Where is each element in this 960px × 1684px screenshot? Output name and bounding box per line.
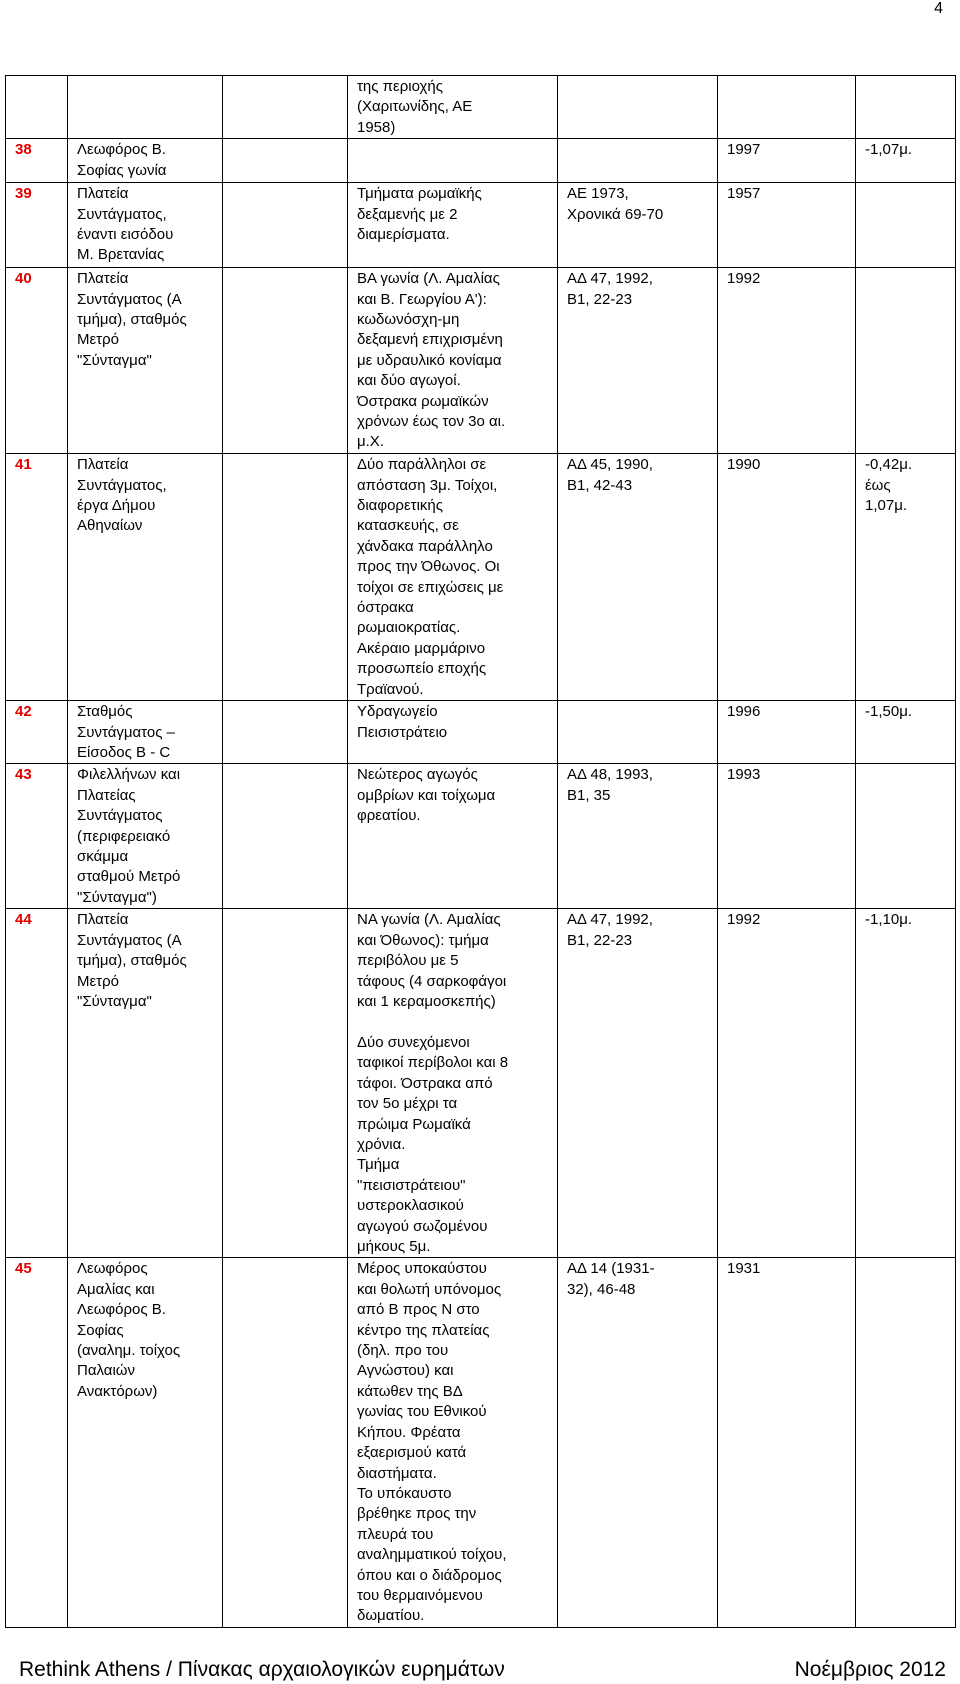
year-cell: 1996 [718, 701, 856, 764]
page-number: 4 [934, 0, 943, 17]
table-row-continuation [6, 76, 956, 139]
table-row [6, 139, 956, 183]
table-row [6, 183, 956, 268]
reference-cell: ΑΔ 47, 1992, Β1, 22-23 [558, 909, 718, 1258]
blank-cell [223, 909, 348, 1258]
reference-cell [558, 139, 718, 183]
reference-cell: ΑΕ 1973, Χρονικά 69-70 [558, 183, 718, 268]
location-cell: Πλατεία Συντάγματος (Α τμήμα), σταθμός Μετρό "Σύνταγμα" [68, 268, 223, 454]
reference-cell: ΑΔ 47, 1992, Β1, 22-23 [558, 268, 718, 454]
depth-cell: -1,50μ. [856, 701, 956, 764]
findings-table [5, 75, 956, 1628]
row-number: 43 [6, 764, 68, 909]
location-cell: Φιλελλήνων και Πλατείας Συντάγματος (περιφερειακό σκάμμα σταθμού Μετρό "Σύνταγμα") [68, 764, 223, 909]
year-cell: 1957 [718, 183, 856, 268]
row-number [6, 76, 68, 139]
table-row [6, 1258, 956, 1628]
table-row [6, 764, 956, 909]
reference-cell [558, 701, 718, 764]
blank-cell [223, 1258, 348, 1628]
description-cell: Νεώτερος αγωγός ομβρίων και τοίχωμα φρεατίου. [348, 764, 558, 909]
description-cell: Τμήματα ρωμαϊκής δεξαμενής με 2 διαμερίσματα. [348, 183, 558, 268]
blank-cell [223, 268, 348, 454]
location-cell: Πλατεία Συντάγματος, έργα Δήμου Αθηναίων [68, 454, 223, 701]
row-number: 41 [6, 454, 68, 701]
year-cell: 1993 [718, 764, 856, 909]
depth-cell [856, 268, 956, 454]
reference-cell [558, 76, 718, 139]
depth-cell [856, 764, 956, 909]
location-cell: Λεωφόρος Αμαλίας και Λεωφόρος Β. Σοφίας (αναλημ. τοίχος Παλαιών Ανακτόρων) [68, 1258, 223, 1628]
depth-cell: -0,42μ. έως 1,07μ. [856, 454, 956, 701]
location-cell: Πλατεία Συντάγματος (Α τμήμα), σταθμός Μετρό "Σύνταγμα" [68, 909, 223, 1258]
blank-cell [223, 183, 348, 268]
footer-title: Rethink Athens / Πίνακας αρχαιολογικών ευρημάτων [19, 1658, 505, 1681]
row-number: 40 [6, 268, 68, 454]
row-number: 38 [6, 139, 68, 183]
depth-cell [856, 183, 956, 268]
year-cell: 1992 [718, 268, 856, 454]
blank-cell [223, 764, 348, 909]
year-cell: 1990 [718, 454, 856, 701]
year-cell: 1931 [718, 1258, 856, 1628]
location-cell [68, 76, 223, 139]
blank-cell [223, 454, 348, 701]
table-row [6, 268, 956, 454]
description-cell: ΝΑ γωνία (Λ. Αμαλίας και Όθωνος): τμήμα περιβόλου με 5 τάφους (4 σαρκοφάγοι και 1 κεραμοσκεπής) Δύο συνεχόμενοι ταφικοί περίβολοι και 8 τάφοι. Όστρακα από τον 5ο μέχρι τα πρώιμα Ρωμαϊκά χρόνια. Τμήμα "πεισιστράτειου" υστεροκλασικού αγωγού σωζομένου μήκους 5μ. [348, 909, 558, 1258]
reference-cell: ΑΔ 48, 1993, Β1, 35 [558, 764, 718, 909]
depth-cell [856, 1258, 956, 1628]
location-cell: Λεωφόρος Β. Σοφίας γωνία [68, 139, 223, 183]
year-cell: 1992 [718, 909, 856, 1258]
row-number: 45 [6, 1258, 68, 1628]
row-number: 42 [6, 701, 68, 764]
blank-cell [223, 139, 348, 183]
table-row [6, 454, 956, 701]
depth-cell: -1,07μ. [856, 139, 956, 183]
description-cell: ΒΑ γωνία (Λ. Αμαλίας και Β. Γεωργίου Α'): κωδωνόσχη-μη δεξαμενή επιχρισμένη με υδραυλικό κονίαμα και δύο αγωγοί. Όστρακα ρωμαϊκών χρόνων έως τον 3ο αι. μ.Χ. [348, 268, 558, 454]
location-cell: Σταθμός Συντάγματος – Είσοδος Β - C [68, 701, 223, 764]
description-cell: της περιοχής (Χαριτωνίδης, ΑΕ 1958) [348, 76, 558, 139]
reference-cell: ΑΔ 45, 1990, Β1, 42-43 [558, 454, 718, 701]
table-row [6, 701, 956, 764]
year-cell [718, 76, 856, 139]
row-number: 39 [6, 183, 68, 268]
blank-cell [223, 76, 348, 139]
blank-cell [223, 701, 348, 764]
table-row [6, 909, 956, 1258]
footer-date: Νοέμβριος 2012 [794, 1658, 946, 1681]
reference-cell: ΑΔ 14 (1931- 32), 46-48 [558, 1258, 718, 1628]
description-cell: Μέρος υποκαύστου και θολωτή υπόνομος από Β προς Ν στο κέντρο της πλατείας (δηλ. προ του Αγνώστου) και κάτωθεν της ΒΔ γωνίας του Εθνικού Κήπου. Φρέατα εξαερισμού κατά διαστήματα. Το υπόκαυστο βρέθηκε προς την πλευρά του αναλημματικού τοίχου, όπου και ο διάδρομος του θερμαινόμενου δωματίου. [348, 1258, 558, 1628]
row-number: 44 [6, 909, 68, 1258]
description-cell [348, 139, 558, 183]
depth-cell [856, 76, 956, 139]
depth-cell: -1,10μ. [856, 909, 956, 1258]
description-cell: Υδραγωγείο Πεισιστράτειο [348, 701, 558, 764]
location-cell: Πλατεία Συντάγματος, έναντι εισόδου Μ. Βρετανίας [68, 183, 223, 268]
year-cell: 1997 [718, 139, 856, 183]
description-cell: Δύο παράλληλοι σε απόσταση 3μ. Τοίχοι, διαφορετικής κατασκευής, σε χάνδακα παράλληλο προς την Όθωνος. Οι τοίχοι σε επιχώσεις με όστρακα ρωμαιοκρατίας. Ακέραιο μαρμάρινο προσωπείο εποχής Τραϊανού. [348, 454, 558, 701]
